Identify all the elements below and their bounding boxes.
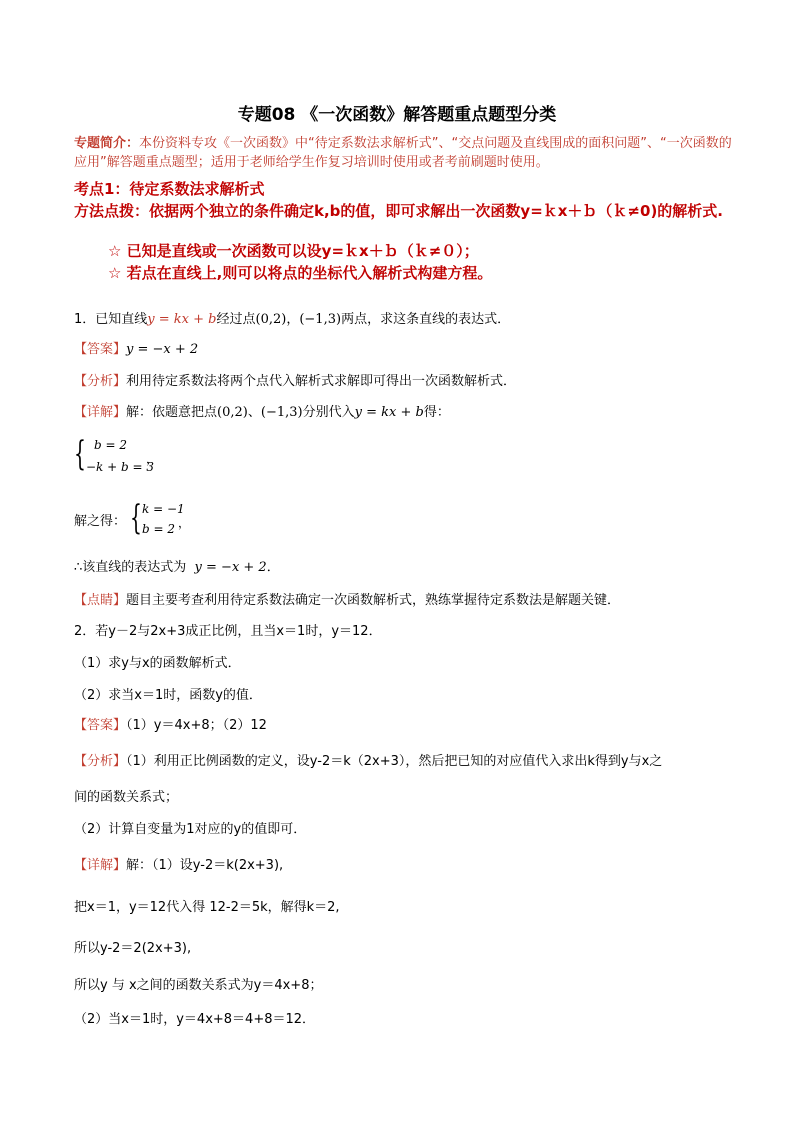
sys1-row-1: b = 2 bbox=[94, 438, 127, 452]
page-title: 专题08 《一次函数》解答题重点题型分类 bbox=[237, 105, 557, 125]
q1-detail-equation: y = kx + b bbox=[354, 405, 424, 420]
q2-part-2: （2）求当x＝1时，函数y的值． bbox=[74, 688, 262, 703]
q1-detail-point-1: (0,2) bbox=[217, 405, 248, 420]
tip-1: ☆ 已知是直线或一次函数可以设y=ｋx＋ｂ（ｋ≠０）； bbox=[108, 242, 479, 260]
q2-analysis-line-1: （1）利用正比例函数的定义，设y-2＝k（2x+3），然后把已知的对应值代入求出k得到y与x之 bbox=[126, 754, 663, 769]
answer-tag: 【答案】 bbox=[74, 342, 127, 357]
q2-analysis-line-2: 间的函数关系式； bbox=[74, 790, 179, 805]
q2-answer-value: （1）y＝4x+8；（2）12 bbox=[126, 718, 267, 733]
analysis-tag: 【分析】 bbox=[74, 754, 127, 769]
q2-stem: 2．若y－2与2x+3成正比例，且当x＝1时，y＝12． bbox=[74, 624, 382, 639]
tip-2: ☆ 若点在直线上,则可以将点的坐标代入解析式构建方程。 bbox=[108, 264, 493, 282]
intro-paragraph bbox=[74, 134, 740, 172]
q1-detail-point-2: (−1,3) bbox=[260, 405, 303, 420]
sys1-tail: ， bbox=[146, 452, 159, 466]
brace-2: { bbox=[130, 498, 142, 538]
q1-answer bbox=[74, 340, 740, 360]
q2-analysis bbox=[74, 752, 740, 772]
q1-detail-sep: 、 bbox=[247, 405, 261, 420]
q1-sep: ， bbox=[286, 312, 300, 327]
q1-comment-text: 题目主要考查利用待定系数法确定一次函数解析式，熟练掌握待定系数法是解题关键． bbox=[126, 593, 621, 608]
detail-tag: 【详解】 bbox=[74, 405, 127, 420]
q2-detail-line-1: 解：（1）设y-2＝k(2x+3), bbox=[126, 858, 284, 873]
q1-conclusion-end: ． bbox=[266, 560, 280, 575]
brace-1: { bbox=[74, 434, 86, 474]
comment-tag: 【点睛】 bbox=[74, 593, 127, 608]
method-tip: 方法点拨：依据两个独立的条件确定k,b的值，即可求解出一次函数y=ｋx＋ｂ（ｋ≠0)的解析式. bbox=[74, 202, 723, 220]
detail-tag: 【详解】 bbox=[74, 858, 127, 873]
q2-detail-line-3: 所以y-2＝2(2x+3), bbox=[74, 941, 192, 956]
q2-answer bbox=[74, 716, 740, 736]
sys2-tail: ， bbox=[178, 516, 191, 530]
q2-analysis-line-3: （2）计算自变量为1对应的y的值即可． bbox=[74, 822, 307, 837]
q1-detail-text: 解：依题意把点 bbox=[126, 405, 218, 420]
sys2-row-1: k = −1 bbox=[142, 502, 185, 516]
sys1-row-2: −k + b = 3 bbox=[86, 460, 155, 474]
q1-stem-equation: y = kx + b bbox=[147, 312, 217, 327]
q1-detail bbox=[74, 403, 740, 423]
q1-solve-label: 解之得： bbox=[74, 514, 127, 529]
analysis-tag: 【分析】 bbox=[74, 374, 127, 389]
equation-system-1 bbox=[74, 434, 194, 480]
q1-conclusion-equation: y = −x + 2 bbox=[194, 560, 267, 575]
intro-text: 本份资料专攻《一次函数》中“待定系数法求解析式”、“交点问题及直线围成的面积问题”、“一次函数的应用”解答题重点题型；适用于老师给学生作复习培训时使用或者考前刷题时使用。 bbox=[74, 136, 732, 170]
q2-part-1: （1）求y与x的函数解析式． bbox=[74, 656, 241, 671]
q1-stem-text-2: 经过点 bbox=[216, 312, 256, 327]
q2-detail-line-4: 所以y 与 x之间的函数关系式为y＝4x+8； bbox=[74, 978, 323, 993]
q1-point-2: (−1,3) bbox=[299, 312, 342, 327]
intro-label: 专题简介： bbox=[74, 136, 140, 151]
q2-detail-line-2: 把x＝1，y＝12代入得 12-2＝5k，解得k＝2, bbox=[74, 900, 340, 915]
q2-detail-line-5: （2）当x＝1时，y＝4x+8＝4+8＝12． bbox=[74, 1012, 316, 1027]
q1-detail-text-3: 得： bbox=[423, 405, 450, 420]
q1-comment bbox=[74, 591, 740, 611]
q1-conclusion bbox=[74, 558, 740, 578]
kaodian-heading: 考点1：待定系数法求解析式 bbox=[74, 180, 265, 198]
q1-stem-text-3: 两点，求这条直线的表达式． bbox=[341, 312, 511, 327]
sys2-row-2: b = 2 bbox=[142, 522, 175, 536]
q1-answer-value: y = −x + 2 bbox=[126, 342, 199, 357]
q1-conclusion-text: ∴该直线的表达式为 bbox=[74, 560, 187, 575]
equation-system-2 bbox=[130, 498, 210, 544]
q1-point-1: (0,2) bbox=[255, 312, 287, 327]
q1-stem bbox=[74, 310, 740, 330]
q2-detail bbox=[74, 856, 740, 876]
answer-tag: 【答案】 bbox=[74, 718, 127, 733]
q1-analysis-text: 利用待定系数法将两个点代入解析式求解即可得出一次函数解析式． bbox=[126, 374, 517, 389]
q1-detail-text-2: 分别代入 bbox=[302, 405, 355, 420]
q1-analysis bbox=[74, 372, 740, 392]
q1-stem-text: 1．已知直线 bbox=[74, 312, 148, 327]
